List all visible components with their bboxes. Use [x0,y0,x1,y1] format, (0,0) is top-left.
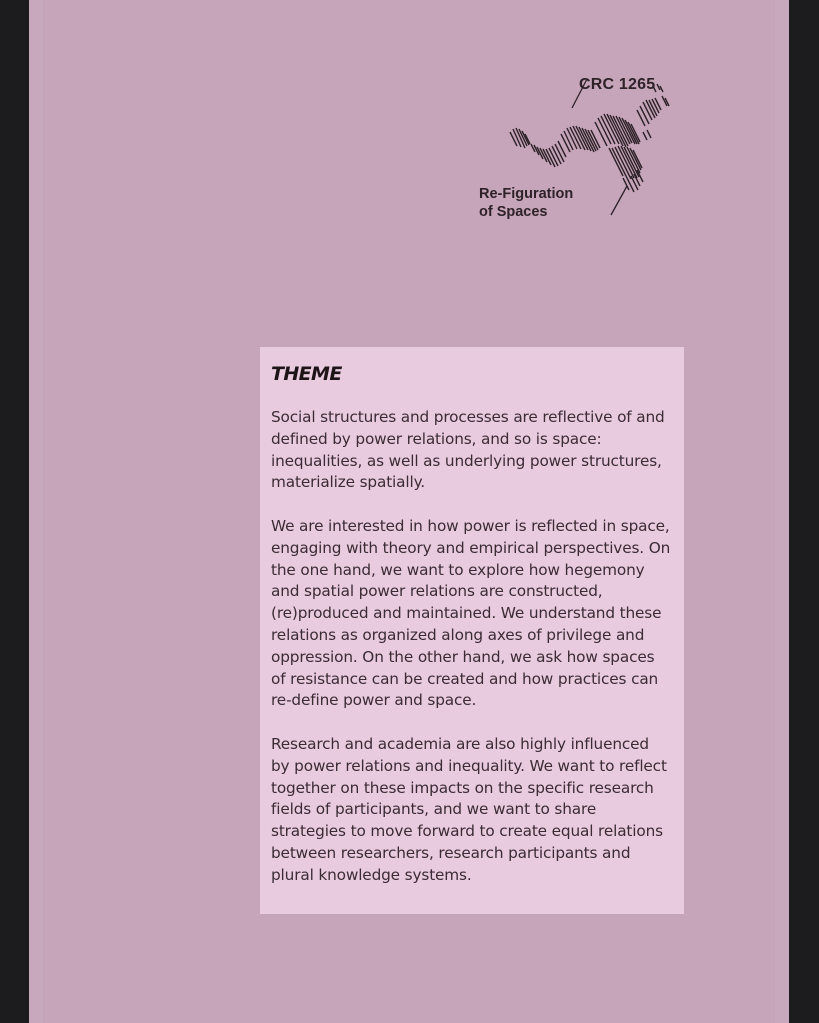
crc-name-line1: Re-Figuration [479,186,574,202]
theme-heading: THEME [271,363,342,385]
theme-paragraph-2: We are interested in how power is reflected in space, engaging with theory and empirical perspectives. On the one hand, we want to explore how hegemony and spatial power relations are constructed, (re)produced and maintained. We understand these relations as organized along axes of privilege and oppression. On the other hand, we ask how spaces of resistance can be created and how practices can re-define power and space. [271,516,671,710]
document-page [29,0,789,1023]
theme-section [260,347,684,914]
crc-name [479,185,573,221]
crc-logo [477,74,677,224]
crc-name-line2: of Spaces [479,204,548,220]
crc-code: CRC 1265 [579,76,656,93]
theme-paragraph-1: Social structures and processes are reflective of and defined by power relations, and so is space: inequalities, as well as underlying power structures, materialize spatially. [271,408,665,492]
theme-paragraph-3: Research and academia are also highly influenced by power relations and inequality. We want to reflect together on these impacts on the specific research fields of participants, and we want to share strategies to move forward to create equal relations between researchers, research participants and plural knowledge systems. [271,734,667,884]
